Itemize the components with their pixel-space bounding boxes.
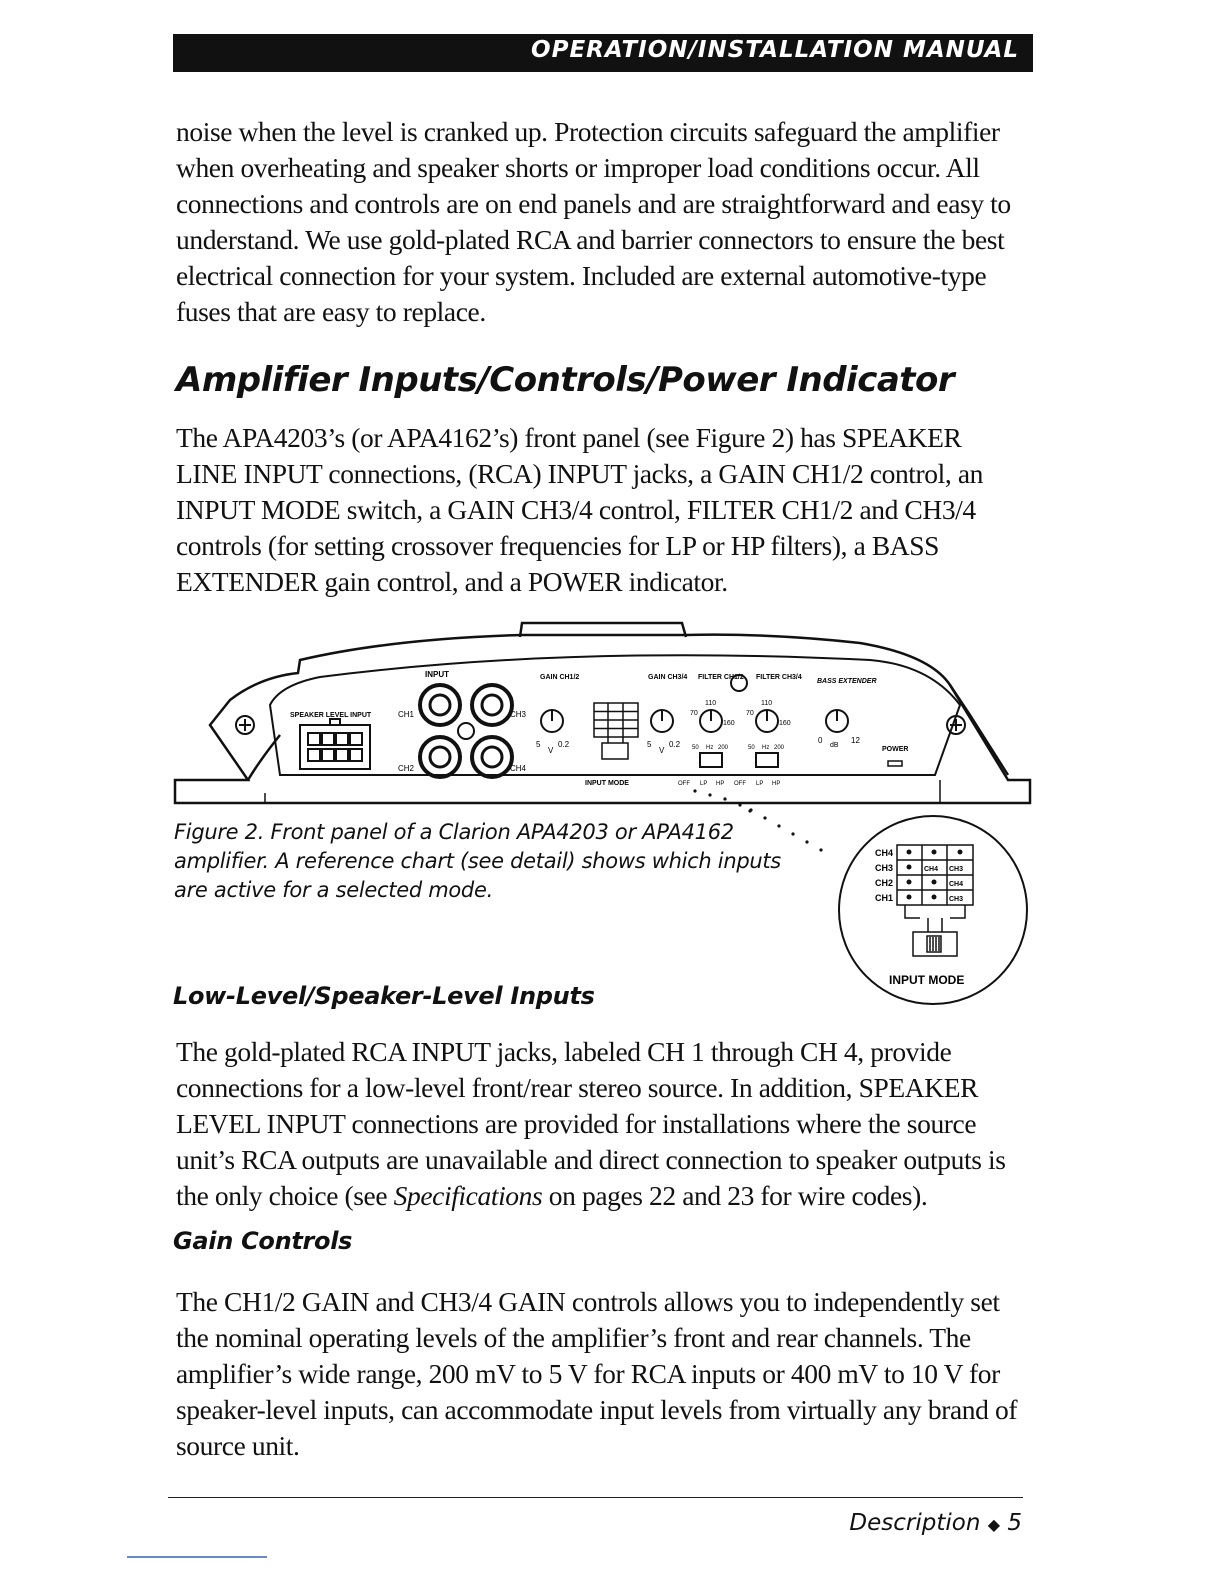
bass-min: 0 — [818, 736, 823, 745]
footer — [849, 1510, 1022, 1536]
filter-ch34-low: 50 — [748, 745, 755, 751]
section-paragraph: The APA4203’s (or APA4162’s) front panel (see Figure 2) has SPEAKER LINE INPUT connections, (RCA) INPUT jacks, a GAIN CH1/2 control, an INPUT MODE switch, a GAIN CH3/4 control, FILTER CH1/2 and CH3/4 controls (for setting crossover frequencies for LP or HP filters), a BASS EXTENDER gain control, and a POWER indicator. — [176, 422, 983, 597]
rca-jacks — [420, 685, 512, 777]
paragraph-low-level-end: on pages 22 and 23 for wire codes). — [548, 1180, 928, 1211]
filter-ch12-high: 200 — [718, 745, 729, 751]
header-bar — [173, 34, 1033, 72]
filter-ch34-hp: HP — [772, 781, 781, 787]
gain-ch34-unit: V — [659, 746, 665, 755]
label-input: INPUT — [425, 670, 449, 679]
filter-ch12-low: 50 — [692, 745, 699, 751]
detail-row-ch3: CH3 — [875, 863, 894, 873]
label-filter-ch12: FILTER CH1/2 — [698, 674, 744, 681]
filter-ch12-top: 110 — [705, 700, 717, 707]
filter-ch34-hz: Hz — [762, 745, 770, 751]
label-gain-ch34: GAIN CH3/4 — [648, 674, 688, 681]
footer-diamond-icon: ◆ — [987, 1515, 1001, 1534]
filter-ch34-high: 200 — [774, 745, 785, 751]
detail-row-ch1: CH1 — [875, 893, 894, 903]
section-heading: Amplifier Inputs/Controls/Power Indicator — [176, 360, 955, 400]
filter-ch12-right: 160 — [723, 720, 735, 727]
label-ch3: CH3 — [510, 710, 527, 719]
footer-page-number: 5 — [1007, 1510, 1022, 1536]
filter-switches — [700, 753, 778, 767]
filter-ch34-top: 110 — [761, 700, 773, 707]
gain-ch12-knob — [541, 710, 563, 732]
bass-extender-knob — [826, 710, 848, 732]
paragraph-low-level-main: The gold-plated RCA INPUT jacks, labeled CH 1 through CH 4, provide connections for a low-level front/rear stereo source. In addition, SPEAKER LEVEL INPUT connections are provided for installations where the source unit’s RCA outputs are unavailable and direct connection to speaker outputs is the only choice (see — [176, 1036, 1006, 1211]
detail-cell-1: CH4 — [924, 866, 939, 873]
detail-cell-3: CH4 — [949, 881, 964, 888]
input-mode-chart-small — [594, 703, 638, 759]
label-ch2: CH2 — [398, 764, 415, 773]
figure-caption: Figure 2. Front panel of a Clarion APA4203 or APA4162 amplifier. A reference chart (see detail) shows which inputs are active for a selected mode. — [174, 820, 781, 902]
power-indicator — [888, 761, 902, 766]
bass-max: 12 — [851, 736, 860, 745]
label-filter-ch34: FILTER CH3/4 — [756, 674, 802, 681]
label-power: POWER — [882, 746, 909, 753]
gain-ch12-max: 0.2 — [558, 740, 570, 749]
detail-cell-2: CH3 — [949, 866, 964, 873]
gain-ch34-min: 5 — [647, 740, 652, 749]
paragraph-low-level-inputs — [176, 1034, 1026, 1214]
filter-ch34-right: 160 — [779, 720, 791, 727]
detail-row-ch4: CH4 — [875, 848, 894, 858]
paragraph-specifications-ref: Specifications — [393, 1180, 543, 1211]
paragraph-gain-controls: The CH1/2 GAIN and CH3/4 GAIN controls allows you to independently set the nominal operating levels of the amplifier’s front and rear channels. The amplifier’s wide range, 200 mV to 5 V for RCA inputs or 400 mV to 10 V for speaker-level inputs, can accommodate input levels from virtually any brand of source unit. — [176, 1286, 1018, 1461]
scan-mark — [127, 1556, 267, 1558]
label-ch4: CH4 — [510, 764, 527, 773]
subheading-gain-controls: Gain Controls — [173, 1227, 353, 1255]
filter-ch12-hp: HP — [716, 781, 725, 787]
gain-ch34-max: 0.2 — [669, 740, 681, 749]
detail-cell-4: CH3 — [949, 896, 964, 903]
filter-ch34-off: OFF — [734, 781, 746, 787]
filter-ch12-left: 70 — [690, 710, 698, 717]
filter-ch12-hz: Hz — [706, 745, 714, 751]
filter-ch12-lp: LP — [700, 781, 708, 787]
bass-unit: dB — [830, 742, 839, 749]
footer-section: Description — [849, 1510, 981, 1536]
subheading-low-level-inputs: Low-Level/Speaker-Level Inputs — [173, 982, 595, 1010]
label-gain-ch12: GAIN CH1/2 — [540, 674, 580, 681]
intro-paragraph: noise when the level is cranked up. Protection circuits safeguard the amplifier when overheating and speaker shorts or improper load conditions occur. All connections and controls are on end panels and are straightforward and easy to understand. We use gold-plated RCA and barrier connectors to ensure the best electrical connection for your system. Included are external automotive-type fuses that are easy to replace. — [176, 116, 1011, 327]
filter-ch12-off: OFF — [678, 781, 690, 787]
filter-ch34-lp: LP — [756, 781, 764, 787]
gain-ch12-min: 5 — [536, 740, 541, 749]
speaker-level-connector — [300, 719, 370, 769]
label-ch1: CH1 — [398, 710, 415, 719]
gain-ch34-knob — [651, 710, 673, 732]
label-speaker-level-input: SPEAKER LEVEL INPUT — [290, 712, 372, 719]
footer-rule — [168, 1497, 1023, 1498]
label-bass-extender: BASS EXTENDER — [817, 678, 877, 685]
filter-ch34-left: 70 — [746, 710, 754, 717]
gain-ch12-unit: V — [548, 746, 554, 755]
label-input-mode: INPUT MODE — [585, 780, 629, 787]
detail-input-mode-label: INPUT MODE — [889, 973, 965, 987]
panel-inner-face — [270, 655, 960, 775]
header-title: OPERATION/INSTALLATION MANUAL — [531, 37, 1019, 63]
detail-row-ch2: CH2 — [875, 878, 894, 888]
amplifier-front-panel-figure — [170, 615, 1035, 815]
